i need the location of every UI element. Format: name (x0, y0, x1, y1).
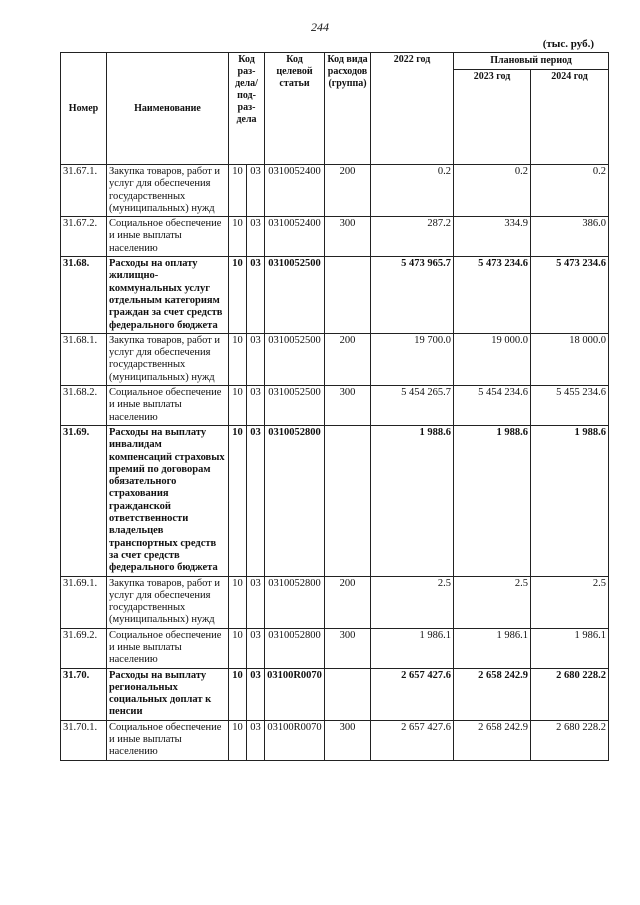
table-row (61, 333, 609, 385)
table-row (61, 576, 609, 628)
row-value-2024: 1 988.6 (531, 425, 609, 576)
row-value-2024: 386.0 (531, 217, 609, 257)
row-value-2024: 0.2 (531, 165, 609, 217)
row-section: 10 (229, 576, 247, 628)
row-expense-code (325, 425, 371, 576)
row-value-2022: 0.2 (371, 165, 454, 217)
row-subsection: 03 (247, 425, 265, 576)
row-name: Закупка товаров, работ и услуг для обеспечения государственных (муниципальных) нужд (107, 333, 229, 385)
row-target-code: 0310052800 (265, 628, 325, 668)
row-value-2023: 2.5 (454, 576, 531, 628)
row-name: Закупка товаров, работ и услуг для обеспечения государственных (муниципальных) нужд (107, 165, 229, 217)
budget-table (60, 52, 609, 761)
row-number: 31.70.1. (61, 720, 107, 760)
row-target-code: 0310052500 (265, 386, 325, 426)
row-value-2024: 5 455 234.6 (531, 386, 609, 426)
header-expense-code: Код вида расходов (группа) (325, 53, 371, 165)
row-name: Расходы на оплату жилищно-коммунальных услуг отдельным категориям граждан за счет средств федерального бюджета (107, 257, 229, 334)
row-section: 10 (229, 386, 247, 426)
header-number: Номер (61, 53, 107, 165)
row-number: 31.68.1. (61, 333, 107, 385)
row-value-2024: 5 473 234.6 (531, 257, 609, 334)
row-expense-code: 200 (325, 576, 371, 628)
row-value-2023: 2 658 242.9 (454, 668, 531, 720)
row-target-code: 0310052500 (265, 257, 325, 334)
row-name: Социальное обеспечение и иные выплаты населению (107, 217, 229, 257)
row-subsection: 03 (247, 668, 265, 720)
row-value-2022: 1 988.6 (371, 425, 454, 576)
row-value-2022: 5 473 965.7 (371, 257, 454, 334)
row-value-2023: 19 000.0 (454, 333, 531, 385)
table-row (61, 425, 609, 576)
header-name: Наименование (107, 53, 229, 165)
row-expense-code: 200 (325, 165, 371, 217)
row-section: 10 (229, 720, 247, 760)
row-value-2022: 19 700.0 (371, 333, 454, 385)
row-value-2024: 1 986.1 (531, 628, 609, 668)
header-year-2024: 2024 год (531, 70, 609, 165)
table-row (61, 386, 609, 426)
header-year-2022: 2022 год (371, 53, 454, 165)
row-value-2023: 334.9 (454, 217, 531, 257)
row-subsection: 03 (247, 386, 265, 426)
row-number: 31.69.2. (61, 628, 107, 668)
row-value-2023: 2 658 242.9 (454, 720, 531, 760)
table-row (61, 628, 609, 668)
table-row (61, 217, 609, 257)
row-target-code: 0310052800 (265, 425, 325, 576)
row-number: 31.69.1. (61, 576, 107, 628)
row-expense-code (325, 257, 371, 334)
row-subsection: 03 (247, 217, 265, 257)
row-target-code: 0310052800 (265, 576, 325, 628)
row-name: Социальное обеспечение и иные выплаты населению (107, 386, 229, 426)
row-number: 31.68.2. (61, 386, 107, 426)
row-subsection: 03 (247, 257, 265, 334)
row-subsection: 03 (247, 720, 265, 760)
row-expense-code: 300 (325, 628, 371, 668)
row-section: 10 (229, 165, 247, 217)
header-section-code: Код раз-дела/ под-раз-дела (229, 53, 265, 165)
row-expense-code: 200 (325, 333, 371, 385)
row-subsection: 03 (247, 333, 265, 385)
row-target-code: 0310052500 (265, 333, 325, 385)
table-row (61, 257, 609, 334)
row-name: Социальное обеспечение и иные выплаты населению (107, 720, 229, 760)
row-value-2022: 2.5 (371, 576, 454, 628)
row-number: 31.67.2. (61, 217, 107, 257)
row-name: Расходы на выплату региональных социальных доплат к пенсии (107, 668, 229, 720)
table-row (61, 165, 609, 217)
table-header (61, 53, 609, 165)
row-expense-code (325, 668, 371, 720)
row-value-2023: 1 986.1 (454, 628, 531, 668)
row-number: 31.69. (61, 425, 107, 576)
row-section: 10 (229, 425, 247, 576)
row-value-2022: 2 657 427.6 (371, 720, 454, 760)
row-value-2023: 1 988.6 (454, 425, 531, 576)
row-subsection: 03 (247, 576, 265, 628)
row-expense-code: 300 (325, 720, 371, 760)
row-value-2023: 0.2 (454, 165, 531, 217)
row-value-2024: 18 000.0 (531, 333, 609, 385)
row-target-code: 03100R0070 (265, 668, 325, 720)
row-section: 10 (229, 257, 247, 334)
row-target-code: 03100R0070 (265, 720, 325, 760)
row-value-2023: 5 454 234.6 (454, 386, 531, 426)
row-name: Социальное обеспечение и иные выплаты населению (107, 628, 229, 668)
row-value-2024: 2.5 (531, 576, 609, 628)
row-value-2024: 2 680 228.2 (531, 668, 609, 720)
row-value-2022: 1 986.1 (371, 628, 454, 668)
row-subsection: 03 (247, 165, 265, 217)
row-value-2022: 5 454 265.7 (371, 386, 454, 426)
header-year-2023: 2023 год (454, 70, 531, 165)
units-label: (тыс. руб.) (542, 38, 594, 50)
row-expense-code: 300 (325, 217, 371, 257)
row-target-code: 0310052400 (265, 217, 325, 257)
row-section: 10 (229, 217, 247, 257)
page-number: 244 (311, 20, 329, 34)
row-value-2022: 287.2 (371, 217, 454, 257)
header-plan-period: Плановый период (454, 53, 609, 70)
row-section: 10 (229, 333, 247, 385)
row-value-2024: 2 680 228.2 (531, 720, 609, 760)
row-number: 31.70. (61, 668, 107, 720)
row-number: 31.68. (61, 257, 107, 334)
row-name: Расходы на выплату инвалидам компенсаций страховых премий по договорам обязательного страхования гражданской ответственности владельцев транспортных средств за счет средств федерального бюджета (107, 425, 229, 576)
row-target-code: 0310052400 (265, 165, 325, 217)
table-body (61, 165, 609, 761)
header-target-code: Код целевой статьи (265, 53, 325, 165)
row-name: Закупка товаров, работ и услуг для обеспечения государственных (муниципальных) нужд (107, 576, 229, 628)
table-row (61, 668, 609, 720)
row-subsection: 03 (247, 628, 265, 668)
row-section: 10 (229, 668, 247, 720)
row-value-2022: 2 657 427.6 (371, 668, 454, 720)
row-expense-code: 300 (325, 386, 371, 426)
row-section: 10 (229, 628, 247, 668)
table-row (61, 720, 609, 760)
row-value-2023: 5 473 234.6 (454, 257, 531, 334)
row-number: 31.67.1. (61, 165, 107, 217)
